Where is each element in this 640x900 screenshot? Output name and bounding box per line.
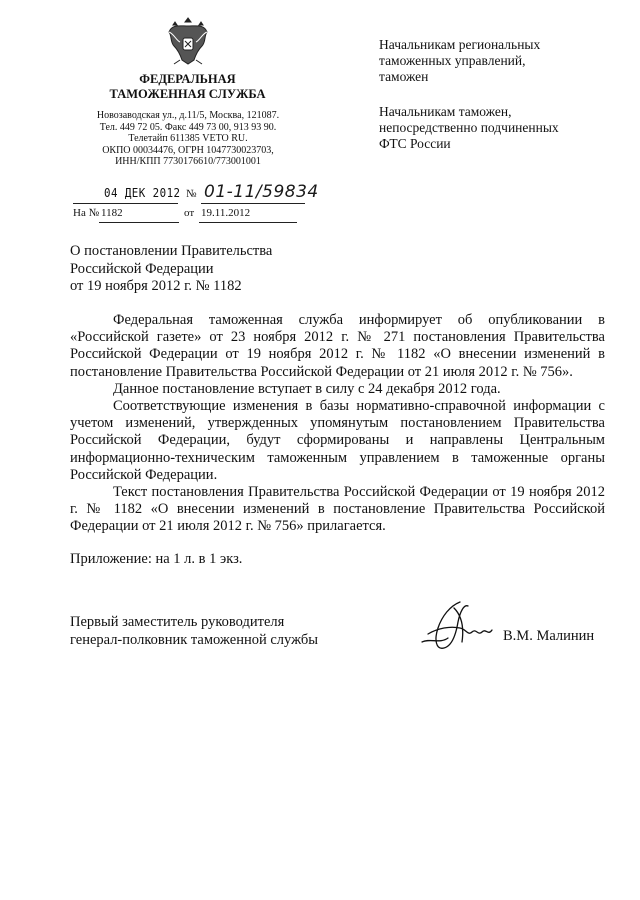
- recipient-block-1: [379, 37, 619, 85]
- body-paragraph: Соответствующие изменения в базы нормативно-справочной информации с учетом изменений, утвержденных упомянутым постановлением Правительства Российской Федерации, будут сформированы и направлены Центральным информационно-техническим таможенным управлением в таможенные органы Российской Федерации.: [70, 398, 605, 483]
- body-paragraph: Федеральная таможенная служба информирует об опубликовании в «Российской газете» от 23 ноября 2012 г. № 271 постановления Правительства Российской Федерации от 19 ноября 2012 г. № 1182 «О внесении изменений в постановление Правительства Российской Федерации от 21 июля 2012 г. № 756».: [70, 312, 605, 380]
- organization-address: [78, 110, 298, 168]
- reference-registration: [73, 207, 305, 223]
- subject-line: О постановлении Правительства: [70, 243, 273, 259]
- subject-line: от 19 ноября 2012 г. № 1182: [70, 278, 242, 294]
- body-paragraph: Данное постановление вступает в силу с 24 декабря 2012 года.: [113, 380, 501, 397]
- attachment-note: Приложение: на 1 л. в 1 экз.: [70, 551, 243, 567]
- reference-date: 19.11.2012: [201, 207, 251, 219]
- letter-subject: [70, 243, 330, 296]
- position-line: Первый заместитель руководителя: [70, 614, 285, 630]
- recipient-line: таможен: [379, 69, 429, 84]
- position-line: генерал-полковник таможенной службы: [70, 632, 319, 648]
- org-line-2: ТАМОЖЕННАЯ СЛУЖБА: [109, 87, 266, 101]
- recipient-line: Начальникам региональных: [379, 37, 541, 52]
- outgoing-number-label: №: [186, 188, 197, 200]
- org-line-1: ФЕДЕРАЛЬНАЯ: [139, 72, 236, 86]
- outgoing-number: 01-11/59834: [204, 182, 319, 202]
- organization-name: [95, 72, 280, 102]
- recipient-line: Начальникам таможен,: [379, 104, 512, 119]
- signer-name: В.М. Малинин: [503, 628, 595, 644]
- subject-line: Российской Федерации: [70, 260, 214, 277]
- outgoing-date: 04 ДЕК 2012: [104, 186, 181, 200]
- address-line: Новозаводская ул., д.11/5, Москва, 121087.: [96, 110, 280, 121]
- address-line: Телетайп 611385 VETO RU.: [128, 133, 248, 145]
- recipient-line: таможенных управлений,: [379, 53, 526, 68]
- handwritten-signature: [420, 598, 500, 668]
- recipient-line: ФТС России: [379, 136, 451, 151]
- letter-body: [70, 312, 605, 536]
- address-line: Тел. 449 72 05. Факс 449 73 00, 913 93 90.: [99, 121, 277, 133]
- address-line: ИНН/КПП 7730176610/773001001: [115, 156, 261, 168]
- outgoing-registration: [73, 182, 319, 202]
- signer-position: [70, 613, 370, 649]
- address-line: ОКПО 00034476, ОГРН 1047730023703,: [102, 144, 274, 156]
- reference-number-label: На №: [73, 207, 100, 219]
- coat-of-arms-icon: [166, 14, 210, 68]
- reference-number: 1182: [101, 207, 123, 219]
- recipient-line: непосредственно подчиненных: [379, 120, 559, 135]
- body-paragraph: Текст постановления Правительства Российской Федерации от 19 ноября 2012 г. № 1182 «О внесении изменений в постановление Правительства Российской Федерации от 21 июля 2012 г. № 756» прилагается.: [70, 484, 605, 535]
- reference-date-label: от: [184, 207, 195, 219]
- recipient-block-2: [379, 104, 619, 152]
